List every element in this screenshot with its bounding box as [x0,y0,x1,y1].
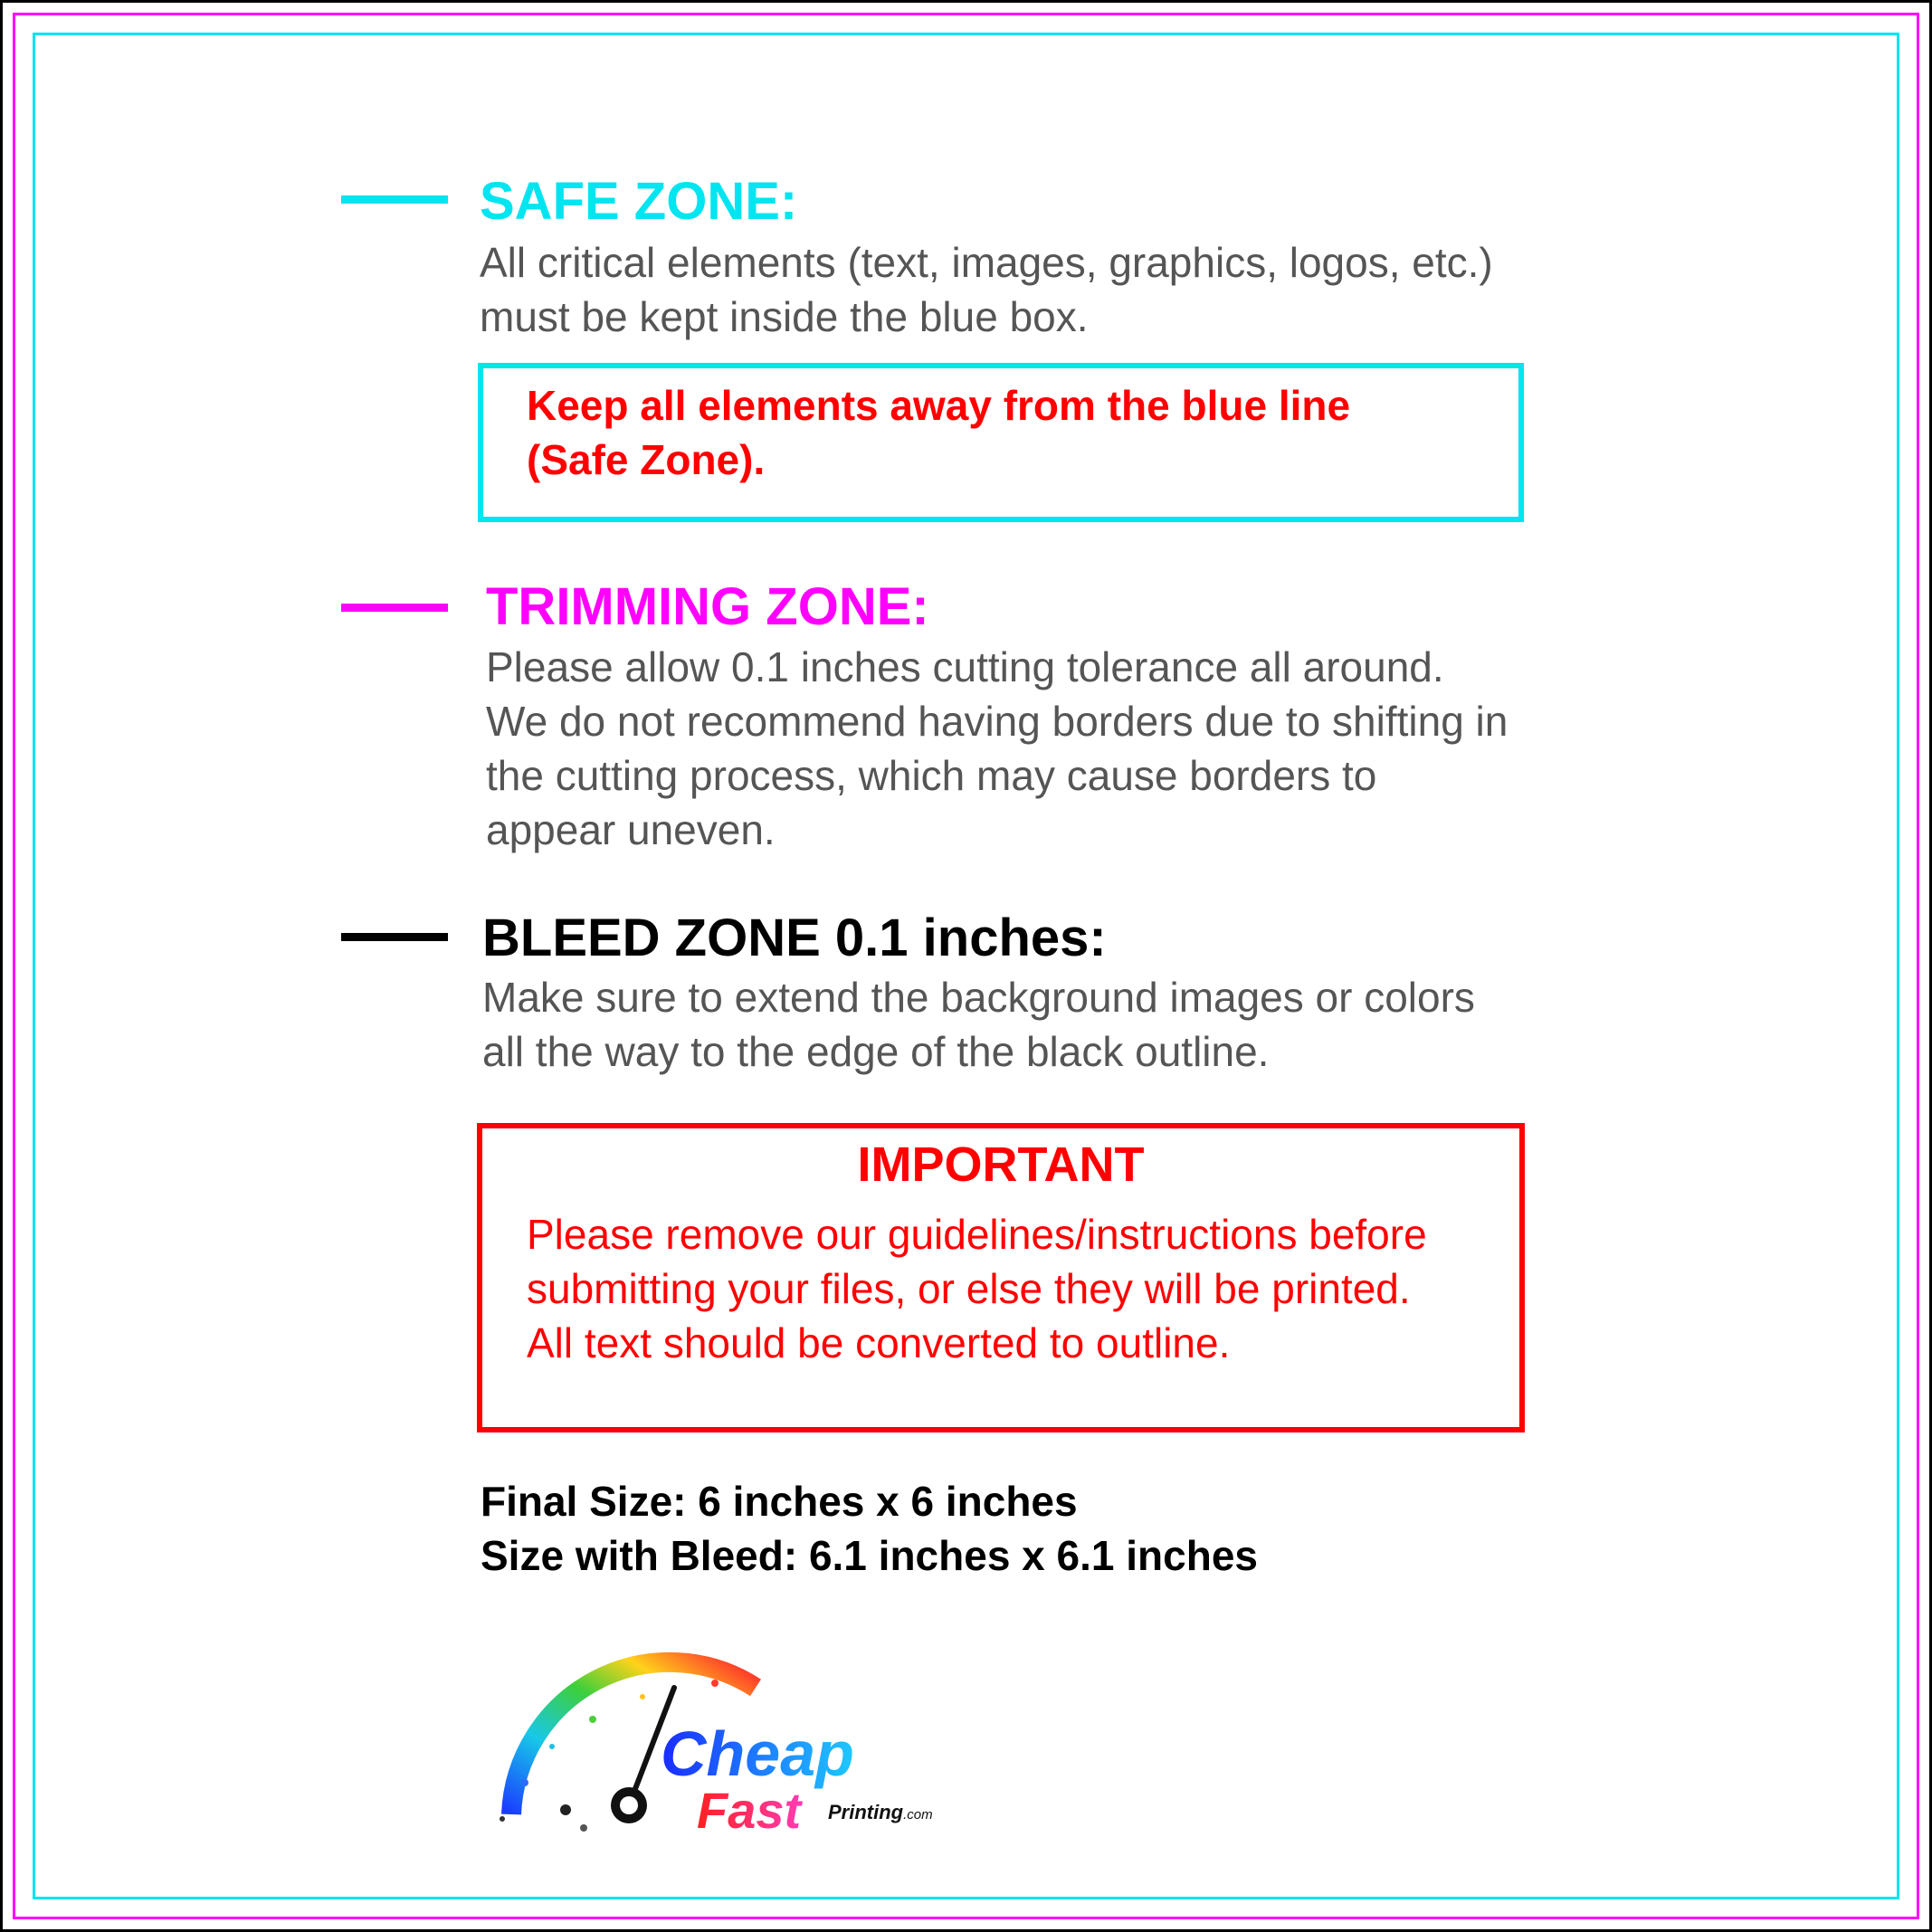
safe-zone-line: All critical elements (text, images, graphics, logos, etc.) [480,239,1493,286]
size-with-bleed: Size with Bleed: 6.1 inches x 6.1 inches [481,1532,1258,1579]
important-line: submitting your files, or else they will be printed. [527,1265,1411,1312]
trimming-zone-description [486,640,1508,857]
bleed-zone-line: all the way to the edge of the black outline. [482,1028,1270,1075]
final-size: Final Size: 6 inches x 6 inches [481,1478,1078,1525]
trimming-zone-line: the cutting process, which may cause borders to [486,752,1377,799]
important-title: IMPORTANT [857,1137,1145,1192]
bleed-zone-heading: BLEED ZONE 0.1 inches: [482,909,1107,967]
safe-zone-swatch [341,195,448,204]
safe-zone-description [480,235,1493,344]
important-line: Please remove our guidelines/instructions before [527,1211,1427,1258]
important-line: All text should be converted to outline. [527,1319,1231,1366]
trimming-zone-line: We do not recommend having borders due to shifting in [486,698,1508,745]
logo-word-printing [828,1801,933,1823]
safe-zone-heading: SAFE ZONE: [480,172,798,231]
trimming-zone-line: appear uneven. [486,806,776,853]
important-notice-text [527,1207,1427,1370]
bleed-zone-swatch [341,933,448,941]
bleed-zone-line: Make sure to extend the background images or colors [482,974,1475,1021]
logo-word-fast: Fast [697,1782,802,1839]
safe-zone-callout-text [527,378,1350,487]
safe-callout-line: (Safe Zone). [527,436,766,483]
safe-callout-line: Keep all elements away from the blue line [527,382,1351,429]
trimming-zone-line: Please allow 0.1 inches cutting tolerance all around. [486,643,1444,690]
logo-printing: Printing [828,1801,904,1823]
cheap-fast-printing-logo [484,1647,955,1846]
trimming-zone-swatch [341,604,448,612]
trimming-zone-heading: TRIMMING ZONE: [486,577,929,636]
logo-word-cheap: Cheap [661,1718,854,1789]
logo-suffix: .com [903,1807,933,1823]
safe-zone-line: must be kept inside the blue box. [480,293,1089,340]
bleed-zone-description [482,970,1475,1079]
size-info [481,1474,1258,1583]
